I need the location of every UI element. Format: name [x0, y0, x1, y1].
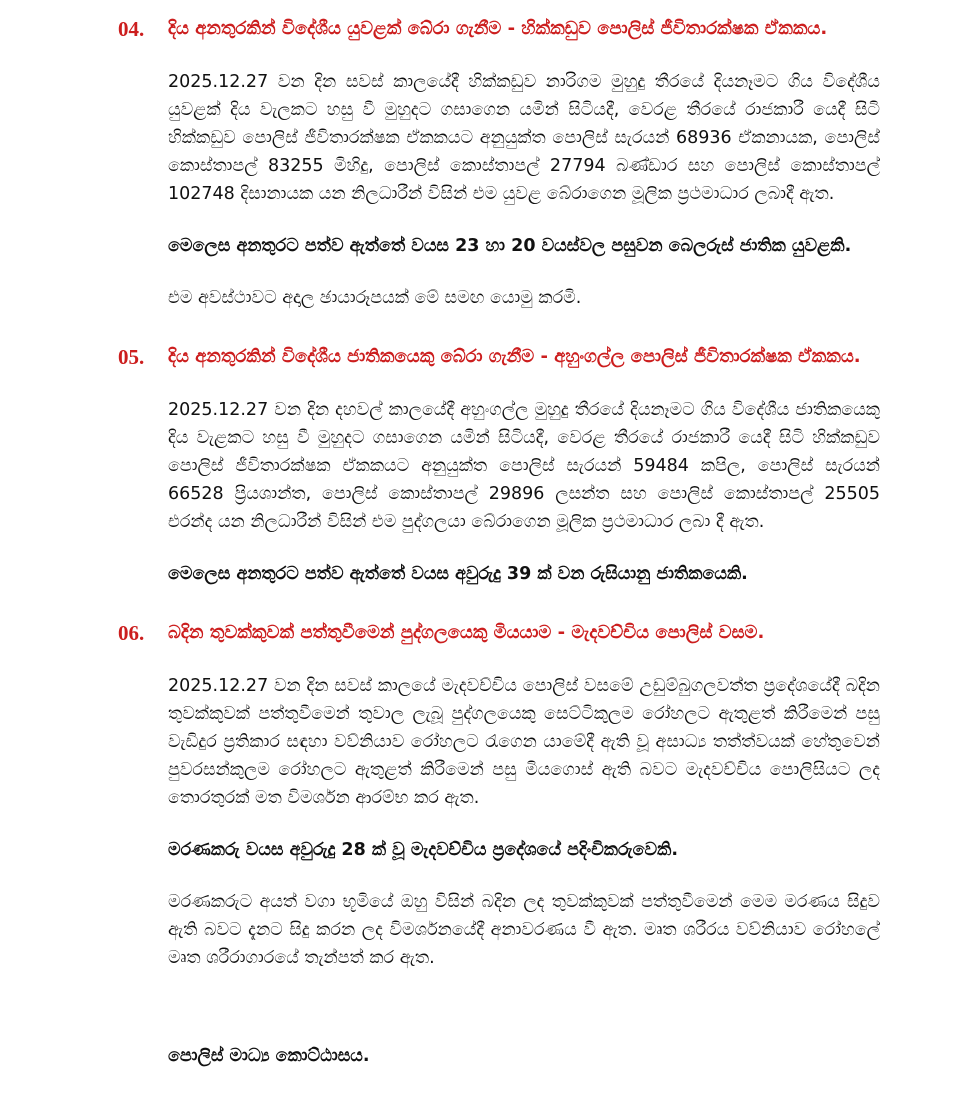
section-number: 06.: [118, 621, 145, 645]
section-paragraph: 2025.12.27 වන දින සවස් කාලයේදී හික්කඩුව නාරිගම මුහුදු තීරයේ දියනෑමට ගිය විදේශීය යුවළක් දිය වැලකට හසු වී මුහුදට ගසාගෙන යමින් සිටියදී, වෙරළ තීරයේ රාජකාරී යෙදී සිටි හික්කඩුව පොලිස් ජීවිතාරක්ෂක ඒකකයට අනුයුක්ත පොලිස් සැරයන් 68936 ඒකනායක, පොලිස් කොස්තාපල් 83255 මිහිදු, පොලිස් කොස්තාපල් 27794 බණ්ඩාර සහ පොලිස් කොස්තාපල් 102748 දිසානායක යන නිලධාරීන් විසින් එම යුවළ බේරාගෙන මූලික ප්‍රථමාධාර ලබාදී ඇත.: [168, 72, 880, 204]
section-number: 04.: [118, 17, 145, 41]
section-heading: බදින තුවක්කුවක් පත්තුවීමෙන් පුද්ගලයෙකු මියයාම - මැදවච්චිය පොලිස් වසම.: [168, 622, 765, 643]
section-heading: දිය අනතුරකින් විදේශීය යුවළක් බේරා ගැනීම - හික්කඩුව පොලිස් ජීවිතාරක්ෂක ඒකකය.: [168, 18, 828, 39]
section-06: [118, 618, 880, 996]
section-paragraph: 2025.12.27 වන දින දහවල් කාලයේදී අහුංගල්ල මුහුදු තීරයේ දියනෑමට ගිය විදේශීය ජාතිකයෙකු දිය වැළකට හසු වී මුහුදට ගසාගෙන යමින් සිටියදී, වෙරළ තීරයේ රාජකාරී යෙදී සිටි හික්කඩුව පොලිස් ජීවිතාරක්ෂක ඒකකයට අනුයුක්ත පොලිස් සැරයන් 59484 කපිල, පොලිස් සැරයන් 66528 ප්‍රියශාන්ත, පොලිස් කොස්තාපල් 29896 ලසන්ත සහ පොලිස් කොස්තාපල් 25505 එරන්ද යන නිලධාරීන් විසින් එම පුද්ගලයා බේරාගෙන මූලික ප්‍රථමාධාර ලබා දී ඇත.: [168, 400, 880, 532]
section-body: [168, 618, 880, 996]
section-heading: දිය අනතුරකින් විදේශීය ජාතිකයෙකු බේරා ගැනීම - අහුංගල්ල පොලිස් ජීවිතාරක්ෂක ඒකකය.: [168, 346, 861, 367]
section-paragraph-bold: මෙලෙස අනතුරට පත්ව ඇත්තේ වයස අවුරුදු 39 ක් වන රුසියානු ජාතිකයෙකි.: [168, 564, 748, 584]
section-body: [168, 342, 880, 612]
section-paragraph-bold: මෙලෙස අනතුරට පත්ව ඇත්තේ වයස 23 හා 20 වයස්වල පසුවන බෙලරුස් ජාතික යුවළකි.: [168, 236, 852, 256]
section-paragraph-bold: මරණකරු වයස අවුරුදු 28 ක් වූ මැදවච්චිය ප්‍රදේශයේ පදිංචිකරුවෙකි.: [168, 840, 678, 860]
section-paragraph: 2025.12.27 වන දින සවස් කාලයේ මැදවච්චිය පොලිස් වසමේ උඩුම්බුගලවත්ත ප්‍රදේශයේදී බදින තුවක්කුවක් පත්තුවීමෙන් තුවාල ලැබූ පුද්ගලයෙකු සෙට්ටිකුලම රෝහලට ඇතුළත් කිරීමෙන් පසු වැඩිදුර ප්‍රතිකාර සඳහා වව්නියාව රෝහලට රැගෙන යාමේදී ඇති වූ අසාධ්‍ය තත්ත්වයක් හේතුවෙන් පුවරසන්කුලම රෝහලට ඇතුළත් කිරීමෙන් පසු මියගොස් ඇති බවට මැදවච්චිය පොලිසියට ලද තොරතුරක් මත විමර්ශන ආරම්භ කර ඇත.: [168, 676, 880, 808]
section-05: [118, 342, 880, 612]
footer-division-name: පොලිස් මාධ්‍ය කොට්ඨාසය.: [168, 1046, 370, 1066]
section-number: 05.: [118, 345, 145, 369]
section-body: [168, 14, 880, 336]
section-04: [118, 14, 880, 336]
section-paragraph: එම අවස්ථාවට අදාල ඡායාරූපයක් මේ සමඟ යොමු කරමි.: [168, 288, 582, 308]
section-paragraph: මරණකරුට අයත් වගා භූමියේ ඔහු විසින් බදින ලද තුවක්කුවක් පත්තුවීමෙන් මෙම මරණය සිදුව ඇති බවට දැනට සිදු කරන ලද විමර්ශනයේදී අනාවරණය වී ඇත. මෘත ශරීරය වව්නියාව රෝහලේ මෘත ශරීරාගාරයේ තැන්පත් කර ඇත.: [168, 892, 880, 968]
